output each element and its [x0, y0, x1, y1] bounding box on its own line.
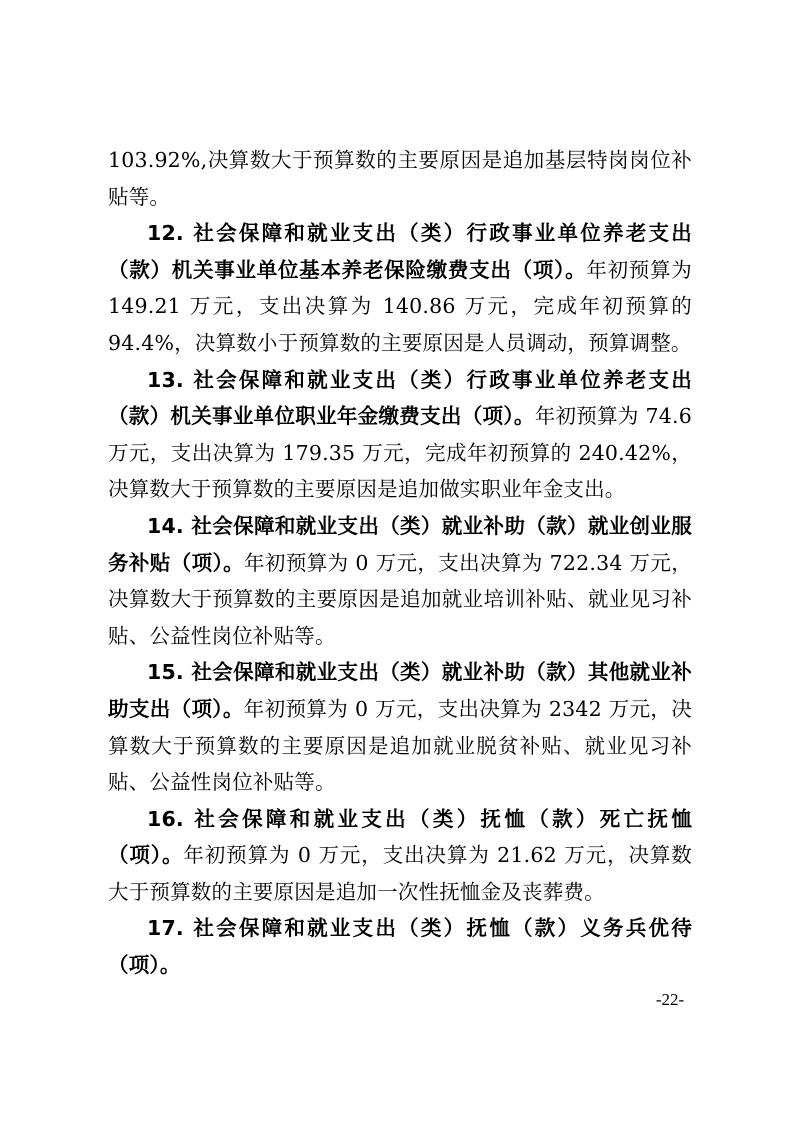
item-body: 年初预算为 74.6 万元，支出决算为 179.35 万元，完成年初预算的 240.42%，决算数大于预算数的主要原因是追加做实职业年金支出。 — [108, 404, 692, 502]
item-heading: 15. 社会保障和就业支出（类）就业补助（款）其他就业补助支出（项）。 — [108, 660, 692, 721]
paragraph-item-14 — [108, 508, 692, 654]
paragraph-continuation — [108, 142, 692, 215]
page-number: -22- — [655, 990, 685, 1009]
item-heading: 12. 社会保障和就业支出（类）行政事业单位养老支出（款）机关事业单位基本养老保险缴费支出（项）。 — [108, 221, 692, 282]
paragraph-item-15 — [108, 654, 692, 800]
item-heading: 14. 社会保障和就业支出（类）就业补助（款）就业创业服务补贴（项）。 — [108, 513, 692, 575]
item-body: 年初预算为 0 万元，支出决算为 722.34 万元，决算数大于预算数的主要原因是追加就业培训补贴、就业见习补贴、公益性岗位补贴等。 — [108, 550, 692, 648]
paragraph-item-16 — [108, 801, 692, 911]
item-body: 103.92%,决算数大于预算数的主要原因是追加基层特岗岗位补贴等。 — [108, 148, 692, 209]
item-body: 年初预算为 149.21 万元，支出决算为 140.86 万元，完成年初预算的 94.4%，决算数小于预算数的主要原因是人员调动，预算调整。 — [108, 257, 692, 355]
item-heading: 16. 社会保障和就业支出（类）抚恤（款）死亡抚恤（项）。 — [108, 806, 692, 868]
paragraph-item-13 — [108, 362, 692, 508]
paragraph-item-12 — [108, 215, 692, 361]
item-body: 年初预算为 0 万元，支出决算为 21.62 万元，决算数大于预算数的主要原因是追加一次性抚恤金及丧葬费。 — [108, 843, 692, 904]
item-body: 年初预算为 0 万元，支出决算为 2342 万元，决算数大于预算数的主要原因是追加就业脱贫补贴、就业见习补贴、公益性岗位补贴等。 — [108, 696, 692, 795]
document-body — [108, 142, 692, 984]
item-heading: 17. 社会保障和就业支出（类）抚恤（款）义务兵优待（项）。 — [108, 916, 692, 978]
paragraph-item-17 — [108, 910, 692, 983]
item-heading: 13. 社会保障和就业支出（类）行政事业单位养老支出（款）机关事业单位职业年金缴费支出（项）。 — [108, 367, 692, 429]
